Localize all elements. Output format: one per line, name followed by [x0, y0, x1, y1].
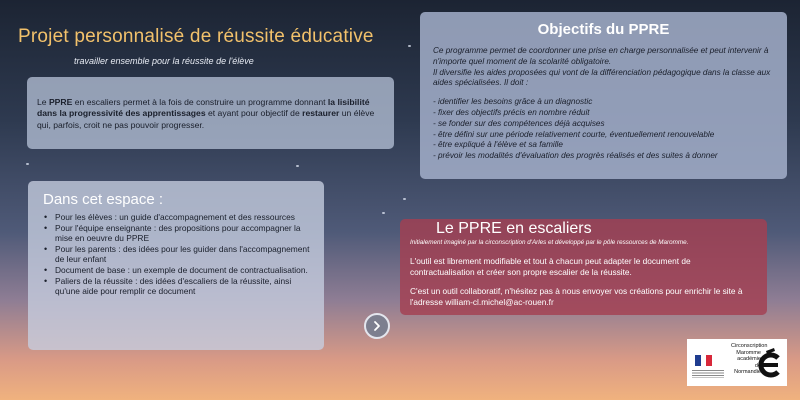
objectifs-intro-2: Il diversifie les aides proposées qui vont de la différenciation pédagogique dans la classe aux aides spécialisées. Il doit :	[433, 67, 771, 88]
escaliers-paragraph: L'outil est librement modifiable et tout à chacun peut adapter le document de contractualisation et créer son propre escalier de la réussite.	[410, 256, 691, 277]
objectifs-panel	[420, 12, 787, 179]
objectifs-item: - fixer des objectifs précis en nombre réduit	[433, 107, 590, 117]
objectifs-body	[433, 46, 774, 162]
republic-flag-icon	[695, 355, 712, 366]
space-panel	[28, 181, 324, 350]
intro-text-bold: la lisibilité dans la progressivité des apprentissages	[37, 97, 370, 119]
ministry-text-mark	[692, 370, 724, 378]
intro-text: et ayant pour objectif de	[205, 108, 303, 119]
space-list	[43, 212, 316, 296]
objectifs-item: - être expliqué à l'élève et sa famille	[433, 140, 563, 150]
list-item: • Paliers de la réussite : des idées d'escaliers de la réussite, ainsi qu'une aide pour remplir ce document	[55, 276, 316, 297]
escaliers-paragraph: C'est un outil collaboratif, n'hésitez pas à nous envoyer vos créations pour enrichir le site à l'adresse william-cl.michel@ac-rouen.fr	[410, 286, 743, 307]
list-item: • Document de base : un exemple de document de contractualisation.	[55, 265, 316, 275]
star-decoration	[403, 198, 406, 200]
intro-panel	[27, 77, 394, 149]
intro-text: Le	[37, 97, 49, 107]
academy-e-logo-icon	[754, 347, 784, 381]
objectifs-title: Objectifs du PPRE	[537, 21, 670, 38]
star-decoration	[408, 45, 411, 47]
objectifs-item: - identifier les besoins grâce à un diagnostic	[433, 97, 593, 107]
escaliers-credit: Initialement imaginé par la circonscription d'Arles et développé par le pôle ressources de Maromme.	[410, 239, 689, 246]
page-title: Projet personnalisé de réussite éducative	[18, 26, 374, 47]
intro-text: en escaliers permet à la fois de construire un programme donnant	[72, 97, 328, 107]
objectifs-intro: Ce programme permet de coordonner une prise en charge personnalisée et peut intervenir à n'importe quel moment de la scolarité obligatoire.	[433, 46, 769, 66]
escaliers-panel	[400, 219, 767, 315]
star-decoration	[26, 163, 29, 165]
intro-text: un élève qui, parfois, croit ne pas pouvoir progresser.	[37, 108, 375, 130]
space-title: Dans cet espace :	[43, 191, 164, 208]
objectifs-item: - se fonder sur des compétences déjà acquises	[433, 118, 605, 128]
intro-text-bold: PPRE	[48, 97, 73, 107]
objectifs-item: - être défini sur une période relativement courte, éventuellement renouvelable	[433, 129, 715, 139]
objectifs-item: - prévoir les modalités d'évaluation des progrès réalisés et des suites à donner	[433, 151, 718, 161]
list-item: • Pour les élèves : un guide d'accompagnement et des ressources	[55, 212, 316, 222]
page-subtitle: travailler ensemble pour la réussite de l'élève	[74, 56, 254, 66]
list-item: • Pour l'équipe enseignante : des propositions pour accompagner la mise en oeuvre du PPRE	[55, 223, 316, 244]
next-button[interactable]	[364, 313, 390, 339]
logo-text: Circonscription Maromme académie de Normandie	[731, 343, 768, 375]
chevron-right-icon	[371, 320, 383, 332]
list-item: • Pour les parents : des idées pour les guider dans l'accompagnement de leur enfant	[55, 244, 316, 265]
intro-text-bold: restaurer	[302, 108, 340, 119]
escaliers-title: Le PPRE en escaliers	[436, 220, 592, 237]
star-decoration	[296, 165, 299, 167]
institution-logo	[687, 339, 787, 386]
star-decoration	[382, 212, 385, 214]
